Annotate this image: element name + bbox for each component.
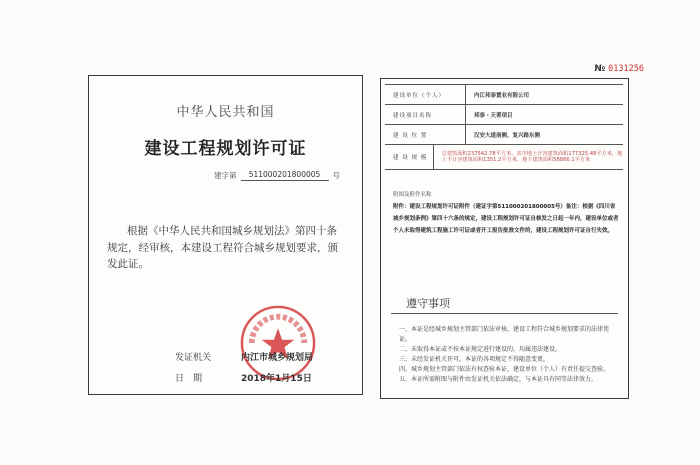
- table-row: [385, 84, 623, 105]
- permit-title: 建设工程规划许可证: [144, 139, 307, 159]
- permit-body-text: 根据《中华人民共和国城乡规划法》第四十条规定，经审核，本建设工程符合城乡规划要求，颁发此证。: [107, 225, 338, 270]
- row-key: 建 设 位 置: [385, 125, 466, 144]
- permit-number: [214, 170, 340, 181]
- issuer-value: 内江市城乡规划局: [241, 353, 314, 363]
- issuer-label: 发证机关: [175, 353, 212, 363]
- date-label: 日 期: [175, 374, 203, 384]
- table-row: [385, 145, 623, 170]
- date-line: [175, 371, 312, 384]
- permit-number-prefix: 建字第: [214, 171, 237, 180]
- annex-section: [393, 190, 619, 237]
- annex-text: 附件：建设工程规划许可证附件（建证字第511000201800005号）备注：根据《四川省城乡规划条例》第四十六条的规定，建设工程规划许可证自核发之日起一年内，建设单位或者个人未取得建筑工程施工许可证或者开工报告批准文件的，建设工程规划许可证自行失效。: [393, 204, 619, 234]
- list-item: 四、城乡规划主管部门依法有权查验本证，建设单位（个人）有责任提交查验。: [399, 366, 610, 373]
- list-item: 二、未取得本证或不按本证规定进行建设的，均属违法建设。: [399, 346, 562, 353]
- rules-divider: [391, 313, 618, 314]
- permit-back-page: [380, 78, 629, 399]
- row-value: 内江邦泰置业有限公司: [474, 92, 530, 99]
- serial-prefix: №: [594, 64, 606, 74]
- row-key: 建 设 规 模: [385, 145, 434, 169]
- row-key: 建设单位（个人）: [385, 85, 466, 104]
- serial-value: 0131256: [608, 64, 644, 74]
- permit-number-value: 511000201800005: [241, 170, 329, 181]
- permit-front-page: [88, 75, 363, 395]
- row-value: 汉安大道南侧、复兴路东侧: [474, 132, 541, 139]
- table-row: [385, 105, 623, 125]
- table-row: [385, 125, 623, 145]
- country-name: 中华人民共和国: [176, 105, 275, 120]
- project-info-table: [385, 84, 623, 170]
- issuer-line: [175, 350, 313, 363]
- list-item: 五、本证所需附图与附件由发证机关依法确定，与本证具有同等法律效力。: [399, 376, 598, 383]
- date-value: 2018年1月15日: [241, 374, 312, 384]
- permit-number-suffix: 号: [332, 171, 340, 180]
- row-value: 邦泰・天著项目: [474, 112, 513, 119]
- rules-title: 遵守事项: [406, 297, 450, 310]
- rules-list: [399, 325, 615, 385]
- list-item: 一、本证是经城乡规划主管部门依法审核，建设工程符合城乡规划要求的法律凭证。: [399, 326, 610, 343]
- row-value: 总建筑面积237542.78平方米，其中地上计容建筑面积177325.48平方米，地上不计容建筑面积1351.2平方米，地下建筑面积58866.1平方米: [441, 150, 623, 163]
- annex-heading: 附图及附件名称: [393, 192, 432, 198]
- serial-number: [594, 64, 644, 74]
- row-key: 建设项目名称: [385, 105, 466, 124]
- list-item: 三、未经发证机关许可，本证的各项规定不得随意变更。: [399, 356, 550, 363]
